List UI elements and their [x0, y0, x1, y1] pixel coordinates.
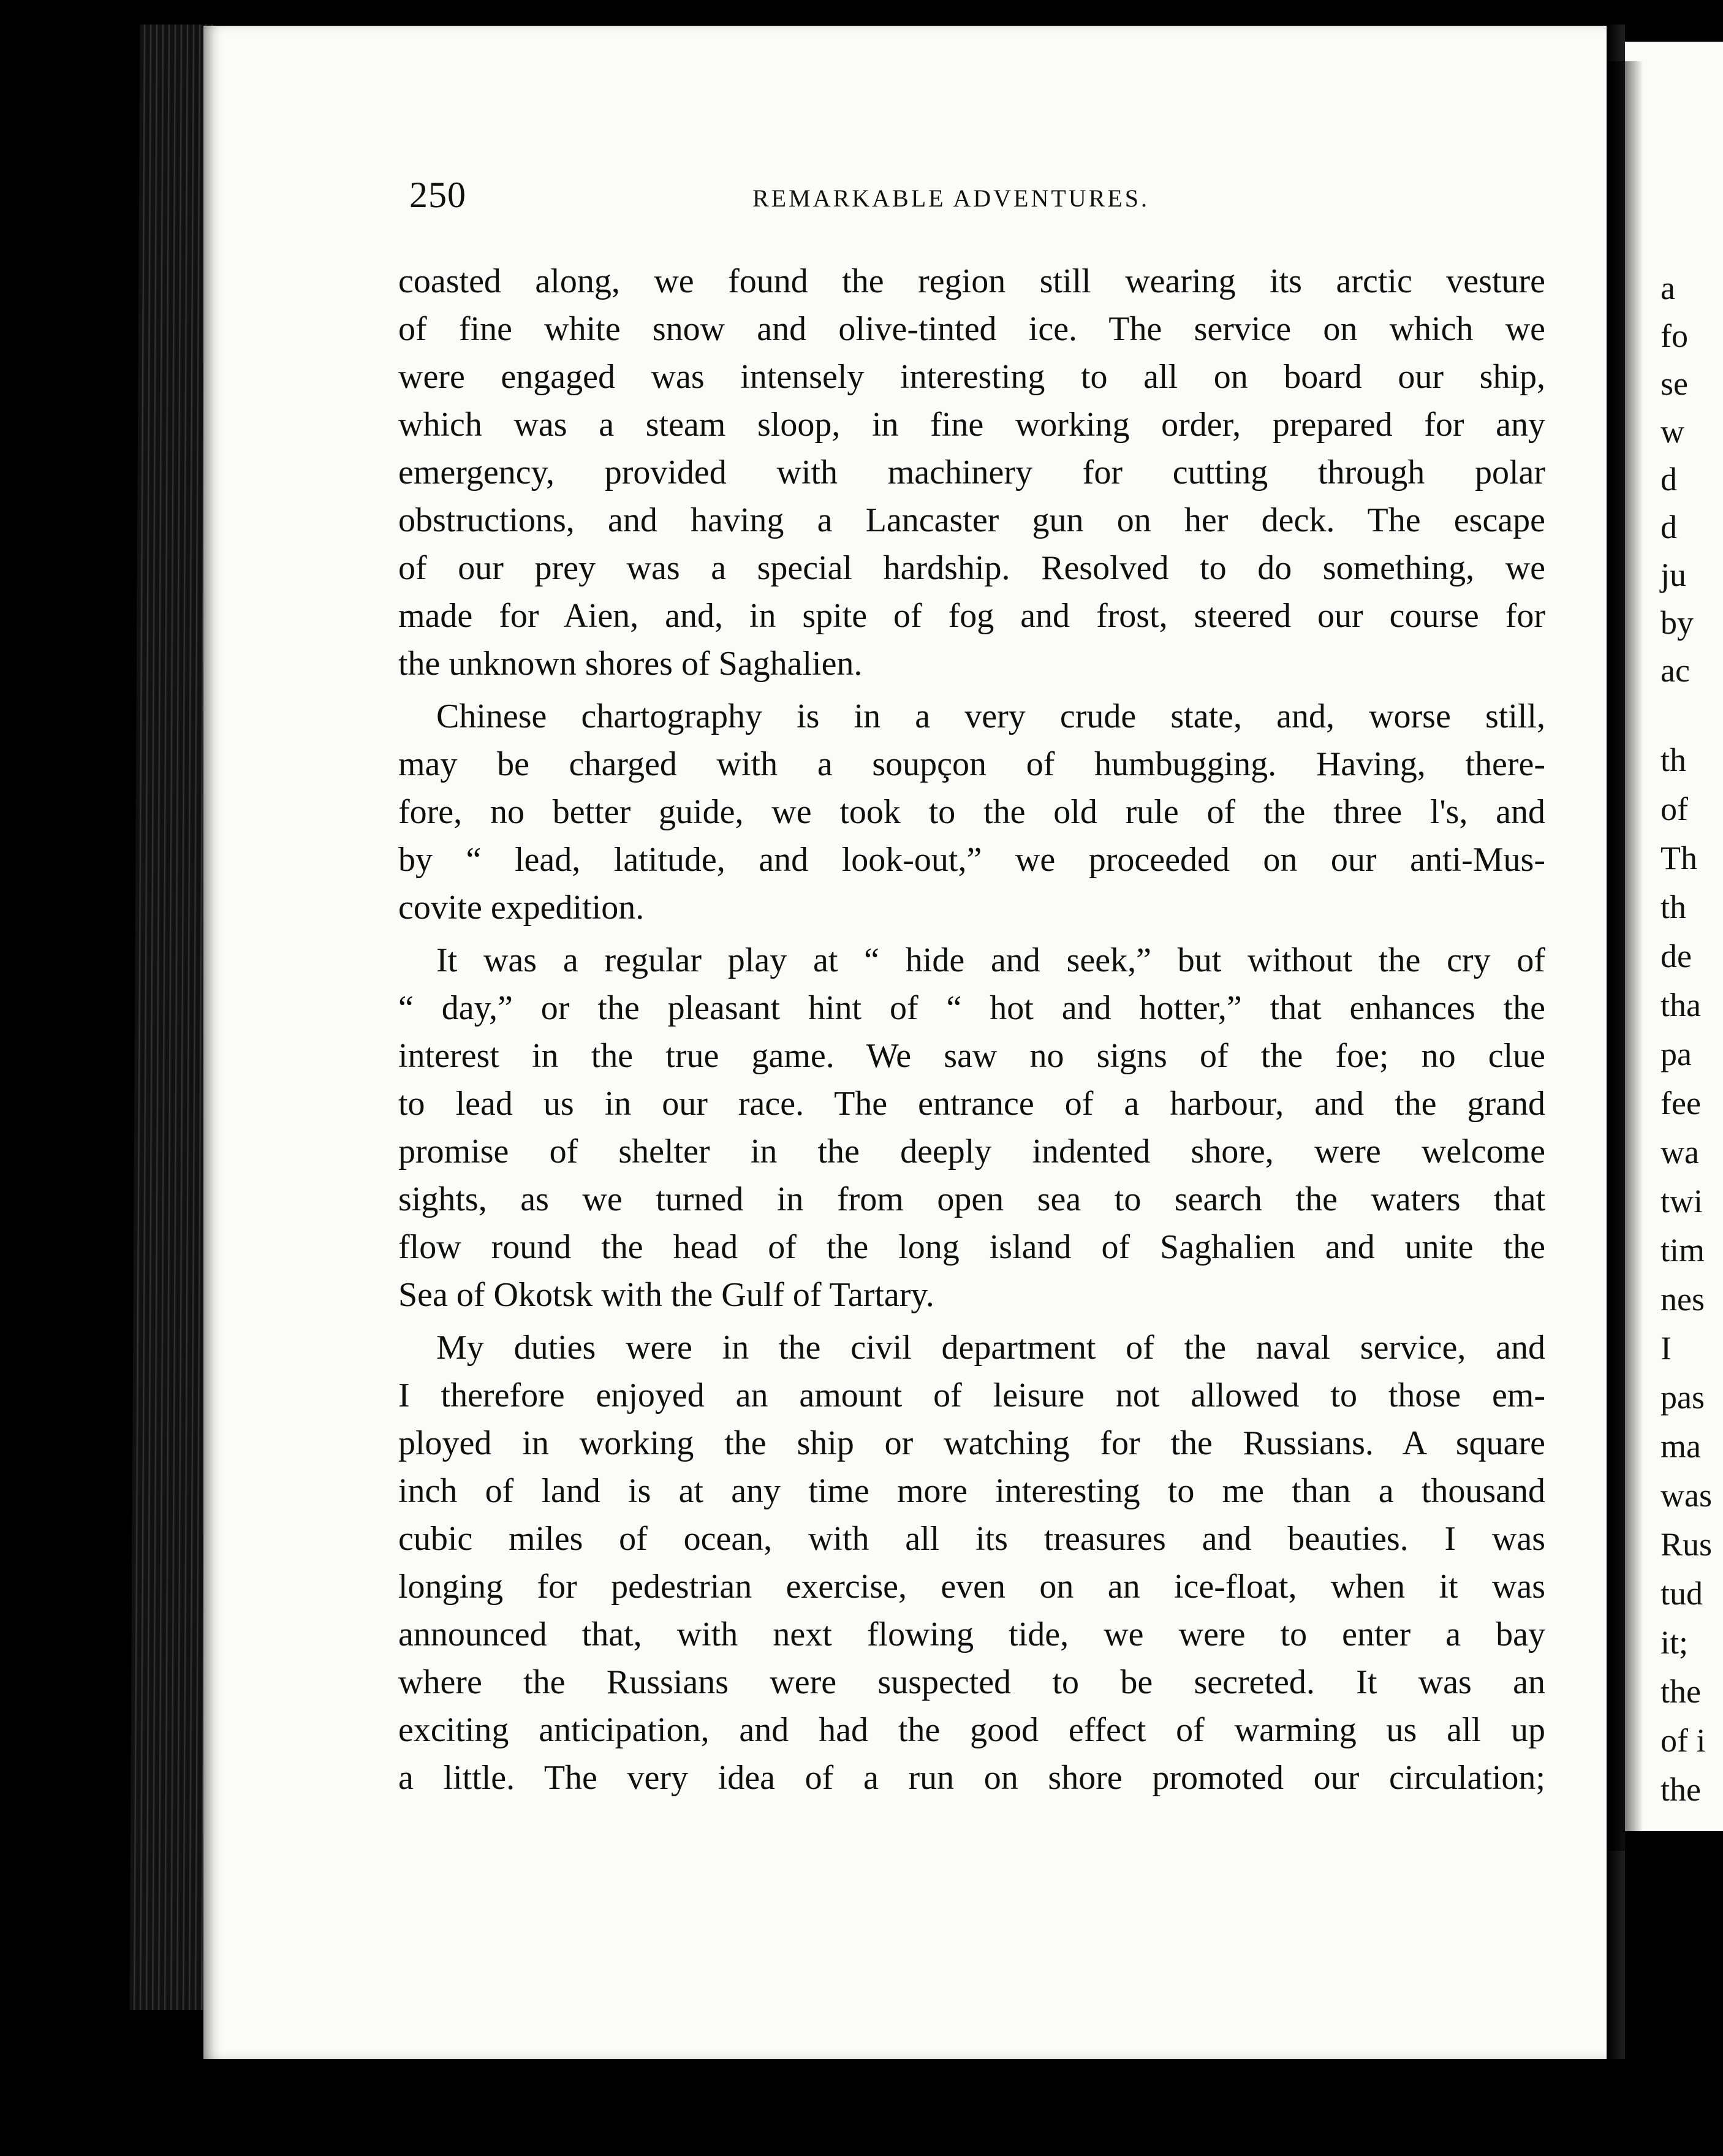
text-line: promise of shelter in the deeply indented shore, were welcome — [398, 1133, 1545, 1171]
next-page-fragment: the — [1661, 1771, 1701, 1808]
text-line: cubic miles of ocean, with all its treasures and beauties. I was — [398, 1520, 1545, 1558]
text-line: Chinese chartography is in a very crude state, and, worse still, — [436, 697, 1545, 735]
next-page-fragment: it; — [1661, 1624, 1689, 1661]
next-page-fragment: de — [1661, 938, 1692, 974]
text-line: fore, no better guide, we took to the old rule of the three l's, and — [398, 793, 1545, 831]
next-page-fragment: th — [1661, 889, 1687, 925]
next-page-fragment: tha — [1661, 987, 1701, 1023]
text-line: coasted along, we found the region still wearing its arctic vesture — [398, 262, 1545, 300]
text-line: made for Aien, and, in spite of fog and frost, steered our course for — [398, 597, 1545, 635]
next-page-fragment: th — [1661, 742, 1687, 778]
text-line: the unknown shores of Saghalien. — [398, 645, 863, 683]
text-line: inch of land is at any time more interesting to me than a thousand — [398, 1472, 1545, 1510]
next-page-fragment: wa — [1661, 1134, 1699, 1171]
page-number: 250 — [409, 175, 466, 215]
text-line: by “ lead, latitude, and look-out,” we proceeded on our anti-Mus- — [398, 841, 1545, 879]
next-page-fragment: ma — [1661, 1428, 1701, 1465]
next-page-fragment: twi — [1661, 1183, 1703, 1220]
page-edges — [130, 25, 214, 2010]
text-line: were engaged was intensely interesting to all on board our ship, — [398, 358, 1545, 396]
text-line: interest in the true game. We saw no signs of the foe; no clue — [398, 1037, 1545, 1075]
text-line: It was a regular play at “ hide and seek,” but without the cry of — [436, 941, 1545, 979]
next-page-fragment: pas — [1661, 1379, 1705, 1416]
next-page-fragment: nes — [1661, 1281, 1705, 1318]
text-line: announced that, with next flowing tide, we were to enter a bay — [398, 1615, 1545, 1653]
text-line: “ day,” or the pleasant hint of “ hot and hotter,” that enhances the — [398, 989, 1545, 1027]
text-line: ployed in working the ship or watching for the Russians. A square — [398, 1424, 1545, 1462]
text-line: a little. The very idea of a run on shore promoted our circulation; — [398, 1759, 1545, 1797]
text-line: longing for pedestrian exercise, even on an ice-float, when it was — [398, 1568, 1545, 1606]
text-line: to lead us in our race. The entrance of a harbour, and the grand — [398, 1085, 1545, 1123]
text-line: flow round the head of the long island of Saghalien and unite the — [398, 1228, 1545, 1266]
scan-speck — [0, 430, 15, 465]
text-line: where the Russians were suspected to be secreted. It was an — [398, 1663, 1545, 1701]
next-page-fragment: was — [1661, 1477, 1712, 1514]
next-page-fragment: d — [1661, 461, 1677, 498]
next-page-shadow — [1607, 61, 1643, 1851]
next-page-fragment: a — [1661, 270, 1675, 306]
next-page-fragment: fee — [1661, 1085, 1701, 1122]
text-line: of our prey was a special hardship. Resolved to do something, we — [398, 549, 1545, 587]
next-page-fragment: se — [1661, 365, 1688, 402]
next-page-fragment: tim — [1661, 1232, 1705, 1269]
next-page-fragment: ac — [1661, 652, 1690, 689]
text-line: emergency, provided with machinery for cutting through polar — [398, 454, 1545, 492]
next-page-fragment: I — [1661, 1330, 1672, 1367]
page-header — [409, 174, 1230, 223]
next-page-fragment: fo — [1661, 317, 1688, 354]
next-page-fragment: the — [1661, 1673, 1701, 1710]
next-page-fragment: by — [1661, 604, 1694, 641]
text-line: may be charged with a soupçon of humbugging. Having, there- — [398, 745, 1545, 783]
running-head: REMARKABLE ADVENTURES. — [752, 184, 1150, 212]
next-page-fragment: of — [1661, 791, 1688, 827]
text-line: My duties were in the civil department of the naval service, and — [436, 1329, 1545, 1367]
next-page-fragment: Rus — [1661, 1526, 1713, 1563]
text-line: exciting anticipation, and had the good effect of warming us all up — [398, 1711, 1545, 1749]
next-page-fragment: of i — [1661, 1722, 1706, 1759]
next-page-fragment: Th — [1661, 840, 1697, 876]
text-line: sights, as we turned in from open sea to search the waters that — [398, 1180, 1545, 1218]
text-line: obstructions, and having a Lancaster gun on her deck. The escape — [398, 501, 1545, 539]
text-line: Sea of Okotsk with the Gulf of Tartary. — [398, 1276, 934, 1314]
next-page-fragment: tud — [1661, 1575, 1703, 1612]
next-page-fragment: ju — [1661, 556, 1687, 593]
text-line: covite expedition. — [398, 889, 645, 927]
text-line: which was a steam sloop, in fine working order, prepared for any — [398, 406, 1545, 444]
next-page-fragment: pa — [1661, 1036, 1692, 1072]
text-line: I therefore enjoyed an amount of leisure not allowed to those em- — [398, 1376, 1545, 1414]
next-page-fragment: w — [1661, 413, 1684, 450]
text-line: of fine white snow and olive-tinted ice. The service on which we — [398, 310, 1545, 348]
next-page-fragment: d — [1661, 509, 1677, 545]
